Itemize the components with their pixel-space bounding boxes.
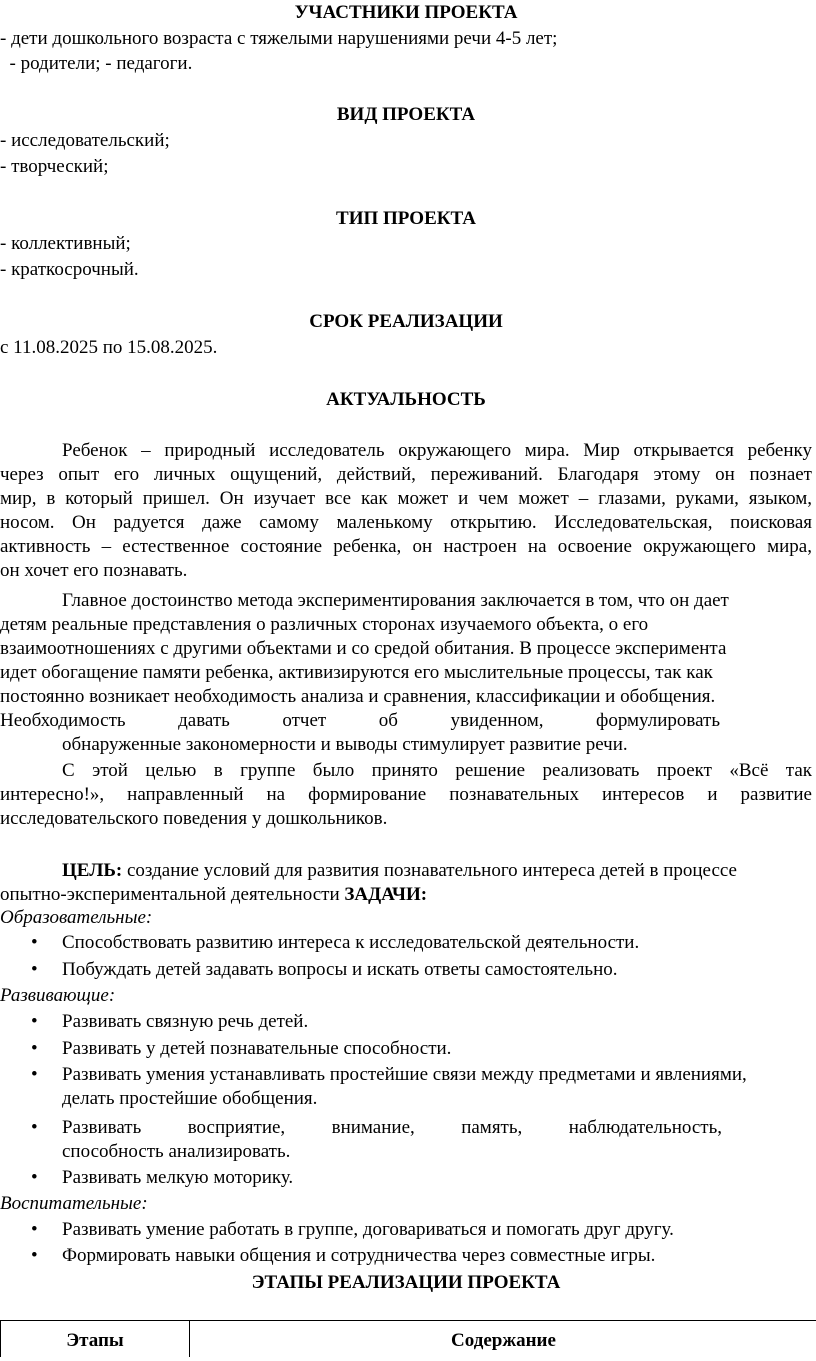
tasks-upbringing-label: Воспитательные: (0, 1193, 148, 1214)
project-kind-heading: ВИД ПРОЕКТА (336, 104, 476, 125)
task-item: Развивать мелкую моторику. (62, 1167, 294, 1188)
project-type-item: - коллективный; (0, 233, 131, 254)
relevance-heading: АКТУАЛЬНОСТЬ (326, 389, 486, 410)
relevance-p1-line: носом. Он радуется даже самому маленькому открытию. Исследовательская, поисковая (0, 512, 812, 533)
tasks-educational-label: Образовательные: (0, 907, 153, 928)
term-heading: СРОК РЕАЛИЗАЦИИ (309, 311, 503, 332)
bullet-icon: • (31, 1167, 38, 1188)
tasks-label: ЗАДАЧИ: (344, 884, 428, 905)
goal-text: создание условий для развития познавательного интереса детей в процессе (122, 860, 737, 881)
task-item: Развивать у детей познавательные способности. (62, 1038, 452, 1059)
relevance-p2-line: обнаруженные закономерности и выводы стимулирует развитие речи. (62, 734, 628, 755)
relevance-p3-line: интересно!», направленный на формирование познавательных интересов и развитие (0, 784, 812, 805)
bullet-icon: • (31, 1117, 38, 1138)
project-type-heading: ТИП ПРОЕКТА (336, 208, 476, 229)
goal-text-continued: опытно-экспериментальной деятельности (0, 884, 345, 905)
bullet-icon: • (31, 1064, 38, 1085)
bullet-icon: • (31, 932, 38, 953)
bullet-icon: • (31, 1219, 38, 1240)
task-item: Способствовать развитию интереса к исследовательской деятельности. (62, 932, 640, 953)
participants-heading: УЧАСТНИКИ ПРОЕКТА (294, 2, 518, 23)
task-item: Формировать навыки общения и сотрудничества через совместные игры. (62, 1245, 656, 1266)
task-item: Развивать умение работать в группе, договариваться и помогать друг другу. (62, 1219, 674, 1240)
task-item: Развивать связную речь детей. (62, 1011, 309, 1032)
relevance-p2-line: Главное достоинство метода экспериментирования заключается в том, что он дает (62, 590, 729, 611)
relevance-p2-line: детям реальные представления о различных сторонах изучаемого объекта, о его (0, 614, 649, 635)
project-kind-item: - исследовательский; (0, 130, 170, 151)
task-item: Побуждать детей задавать вопросы и искать ответы самостоятельно. (62, 959, 618, 980)
relevance-p1-line: он хочет его познавать. (0, 560, 188, 581)
relevance-p2-line: Необходимость давать отчет об увиденном, формулировать (0, 710, 720, 731)
term-text: с 11.08.2025 по 15.08.2025. (0, 337, 218, 358)
bullet-icon: • (31, 1038, 38, 1059)
relevance-p1-line: Ребенок – природный исследователь окружающего мира. Мир открывается ребенку (62, 440, 812, 461)
project-type-item: - краткосрочный. (0, 259, 139, 280)
relevance-p1-line: мир, в который пришел. Он изучает все как может и чем может – глазами, руками, языком, (0, 488, 812, 509)
goal-line-1 (62, 860, 737, 882)
bullet-icon: • (31, 1011, 38, 1032)
task-item-continued: делать простейшие обобщения. (62, 1088, 318, 1109)
participants-line-1: - дети дошкольного возраста с тяжелыми нарушениями речи 4-5 лет; (0, 28, 558, 49)
table-header-content: Содержание (451, 1330, 556, 1351)
task-item: Развивать умения устанавливать простейшие связи между предметами и явлениями, (62, 1064, 747, 1085)
relevance-p1-line: активность – естественное состояние ребенка, он настроен на освоение окружающего мира, (0, 536, 812, 557)
goal-line-2 (0, 884, 427, 906)
relevance-p2-line: идет обогащение памяти ребенка, активизируются его мыслительные процессы, так как (0, 662, 713, 683)
table-header-stages: Этапы (66, 1330, 124, 1351)
participants-line-2: - родители; - педагоги. (0, 53, 193, 74)
relevance-p1-line: через опыт его личных ощущений, действий, переживаний. Благодаря этому он познает (0, 464, 812, 485)
stages-table (0, 1320, 816, 1357)
task-item: Развивать восприятие, внимание, память, наблюдательность, (62, 1117, 722, 1138)
bullet-icon: • (31, 959, 38, 980)
relevance-p3-line: исследовательского поведения у дошкольников. (0, 808, 388, 829)
relevance-p2-line: постоянно возникает необходимость анализа и сравнения, классификации и обобщения. (0, 686, 716, 707)
project-kind-item: - творческий; (0, 156, 109, 177)
tasks-developing-label: Развивающие: (0, 985, 116, 1006)
bullet-icon: • (31, 1245, 38, 1266)
goal-label: ЦЕЛЬ: (62, 860, 123, 881)
relevance-p2-line: взаимоотношениях с другими объектами и со средой обитания. В процессе эксперимента (0, 638, 727, 659)
relevance-p3-line: С этой целью в группе было принято решение реализовать проект «Всё так (62, 760, 812, 781)
task-item-continued: способность анализировать. (62, 1141, 291, 1162)
stages-heading: ЭТАПЫ РЕАЛИЗАЦИИ ПРОЕКТА (251, 1272, 561, 1293)
